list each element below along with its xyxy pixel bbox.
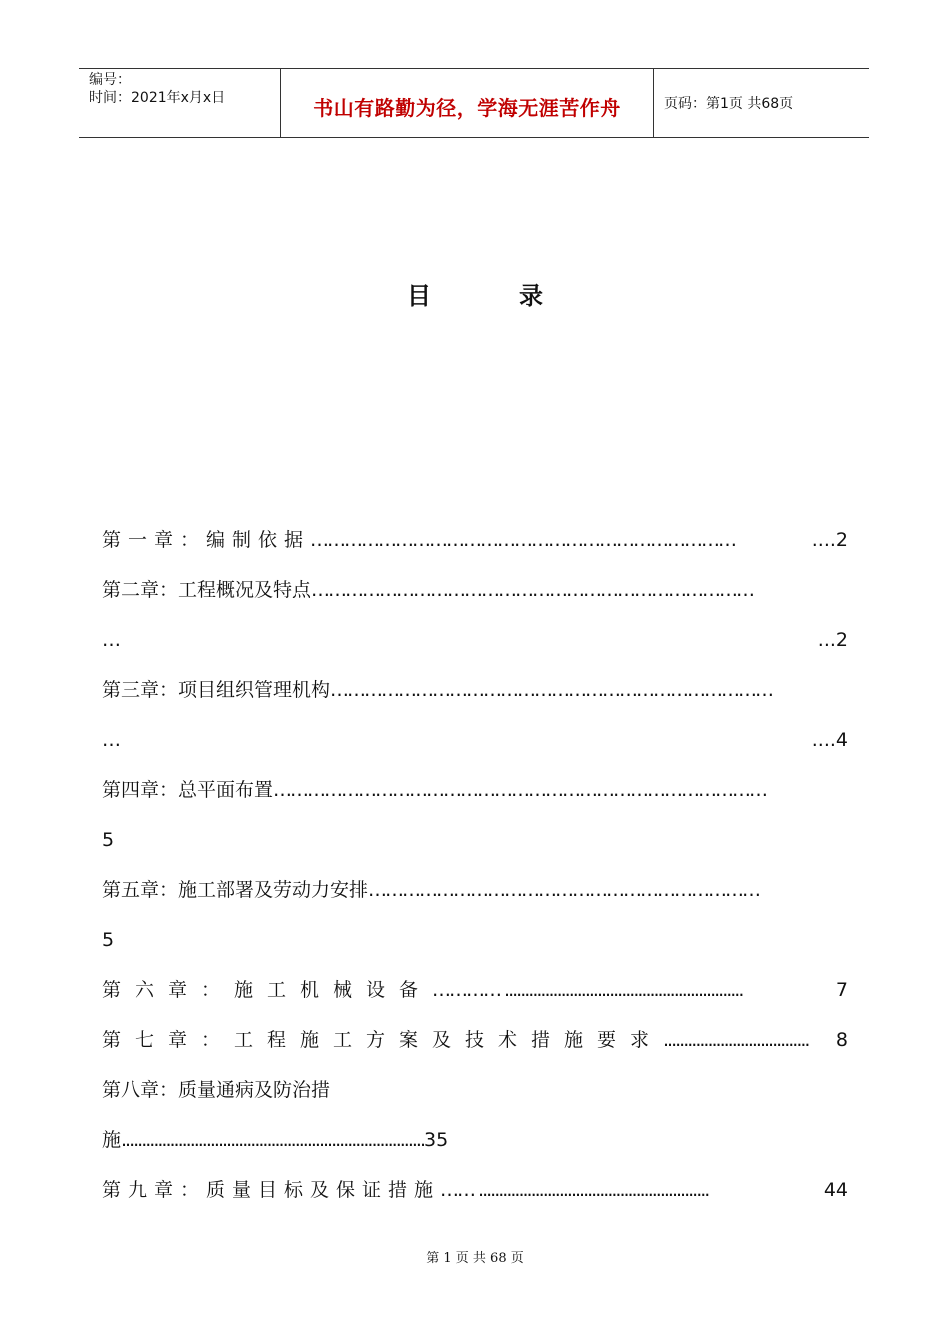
number-label: 编号：	[89, 72, 131, 88]
toc-entry-text: 5	[102, 929, 115, 951]
toc-entry-page: ....4	[812, 720, 848, 760]
toc-entry-page: ....2	[812, 520, 848, 560]
motto-text: 书山有路勤为径，学海无涯苦作舟	[313, 95, 621, 120]
page-header	[79, 68, 869, 138]
toc-entry-text: …	[102, 629, 121, 651]
toc-entry-text: …	[102, 729, 121, 751]
toc-entry[interactable]	[102, 770, 848, 810]
toc-entry-dots: ……………………………………………………………………………	[273, 779, 767, 801]
toc-entry-continuation	[102, 620, 848, 660]
toc-entry-text: 第一章：编制依据	[102, 529, 311, 551]
toc-entry[interactable]	[102, 670, 848, 710]
toc-entry[interactable]	[102, 1170, 848, 1210]
toc-entry-dots: ....................................	[663, 1029, 809, 1051]
toc-entry[interactable]	[102, 1020, 848, 1060]
toc-entry-dots: ……………………………………………………………………	[311, 579, 754, 601]
header-page-cell	[654, 69, 869, 137]
toc-entry[interactable]	[102, 520, 848, 560]
header-motto-cell	[281, 69, 654, 137]
toc-entry-dots: ………… ...........................................................	[432, 979, 743, 1001]
toc-entry-text: 第三章：项目组织管理机构	[102, 679, 331, 701]
toc-entry[interactable]	[102, 1070, 848, 1110]
toc-title	[0, 276, 950, 311]
header-left-cell	[79, 69, 281, 137]
toc-entry-page: 7	[836, 970, 848, 1010]
toc-entry-text: 施	[102, 1129, 122, 1151]
toc-entry-text: 第五章：施工部署及劳动力安排	[102, 879, 369, 901]
toc-entry-continuation	[102, 820, 848, 860]
toc-entry-continuation	[102, 1120, 848, 1160]
toc-entry-continuation	[102, 920, 848, 960]
toc-entry-page: 8	[836, 1020, 848, 1060]
toc-entry-continuation	[102, 720, 848, 760]
toc-entry-page: ...2	[818, 620, 848, 660]
toc-entry-page: 44	[824, 1170, 848, 1210]
toc-title-part1: 目	[407, 282, 431, 310]
date-label: 时间：2021年x月x日	[89, 90, 226, 106]
toc-entry-dots: …… .........................................................	[440, 1179, 709, 1201]
toc-entry-dots: ……………………………………………………………	[368, 879, 760, 901]
toc-entry[interactable]	[102, 970, 848, 1010]
toc-entry-dots: ……………………………………………………………………	[330, 679, 773, 701]
toc-entry-page: 35	[423, 1129, 449, 1151]
toc-entry-dots: ...........................................................................	[121, 1129, 424, 1151]
toc-entry-dots: …………………………………………………………………	[310, 529, 736, 551]
toc-entry-text: 第九章：质量目标及保证措施	[102, 1179, 441, 1201]
toc-entry-text: 第七章：工程施工方案及技术措施要求	[102, 1029, 664, 1051]
toc-entry[interactable]	[102, 870, 848, 910]
toc-entry-text: 5	[102, 829, 115, 851]
page-info: 页码：第1页 共68页	[664, 96, 794, 112]
toc-entry-text: 第八章：质量通病及防治措	[102, 1079, 331, 1101]
toc-entry-text: 第六章：施工机械设备	[102, 979, 433, 1001]
page-footer: 第 1 页 共 68 页	[426, 1251, 524, 1266]
toc-title-part2: 录	[519, 282, 543, 310]
toc-entry-text: 第二章：工程概况及特点	[102, 579, 312, 601]
toc-entry-text: 第四章：总平面布置	[102, 779, 274, 801]
toc-entry[interactable]	[102, 570, 848, 610]
